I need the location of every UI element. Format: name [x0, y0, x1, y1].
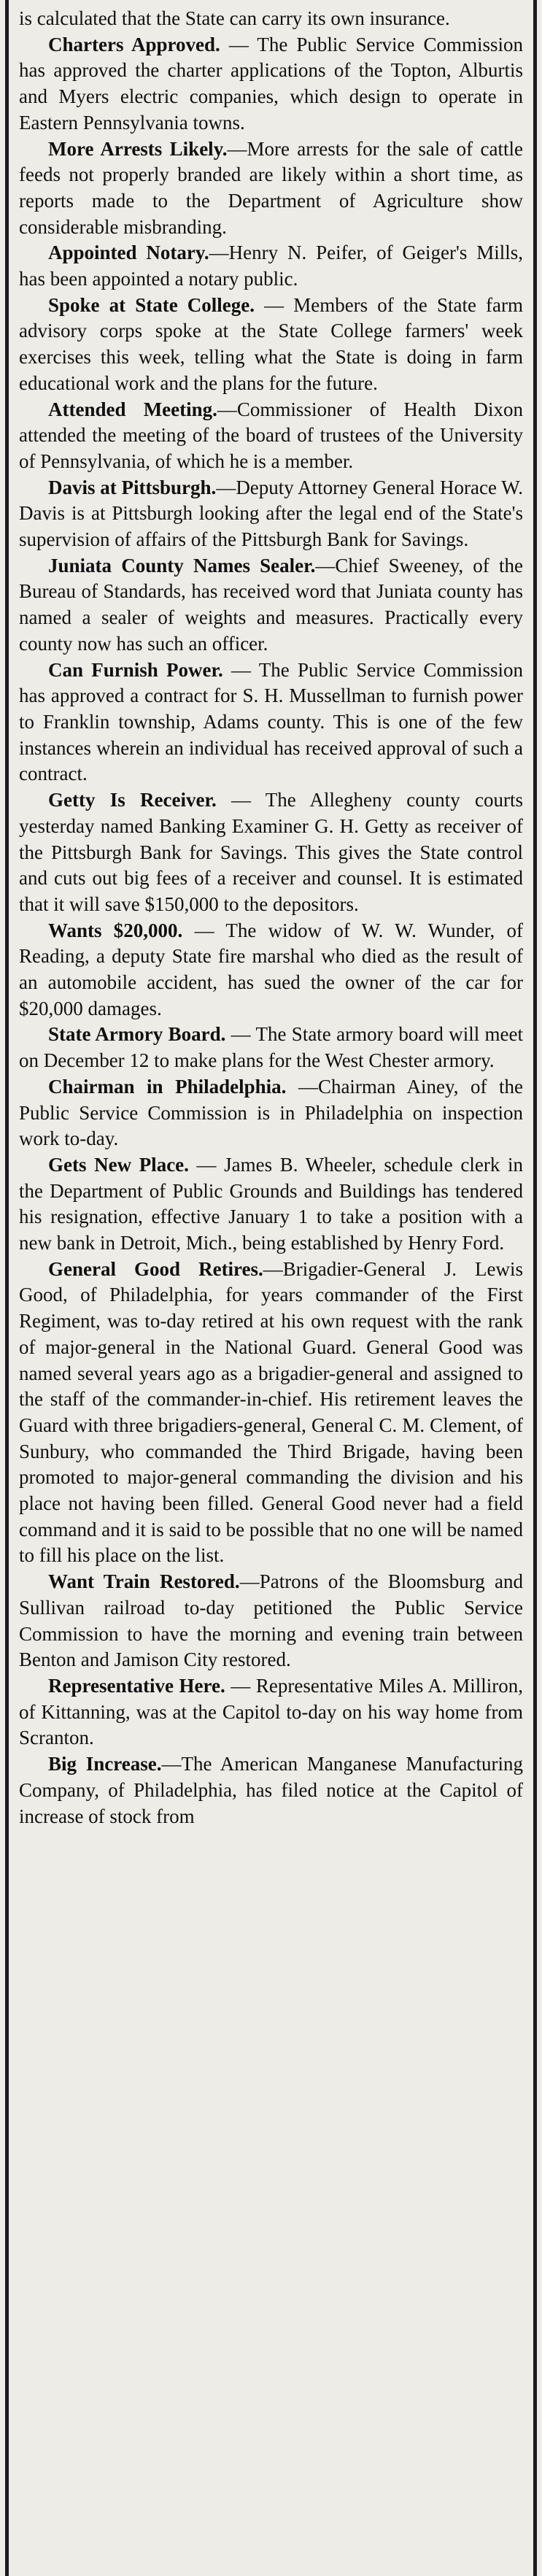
news-item-heading: Can Furnish Power. [48, 658, 223, 681]
news-item-text: — James B. Wheeler, schedule clerk in the Department of Public Grounds and Buildings has tendered his resignation, effective January 1 to take a position with a new bank in Detroit, Mich., being established by Henry Ford. [19, 1153, 523, 1254]
news-item [19, 658, 523, 788]
news-items [19, 32, 523, 1830]
news-item [19, 787, 523, 918]
news-item [19, 1257, 523, 1569]
news-item [19, 1022, 523, 1073]
news-item [19, 293, 523, 397]
news-item-heading: Gets New Place. [48, 1153, 189, 1176]
news-item [19, 136, 523, 241]
news-item-heading: Charters Approved. [48, 33, 220, 55]
intro-paragraph: is calculated that the State can carry its own insurance. [19, 7, 450, 29]
news-item-text: —Chief Sweeney, of the Bureau of Standards, has received word that Juniata county has named a sealer of weights and measures. Practically every county now has such an officer. [19, 554, 523, 655]
news-item-heading: Getty Is Receiver. [48, 789, 217, 811]
news-item-heading: Wants $20,000. [48, 919, 183, 941]
news-item [19, 240, 523, 292]
news-item-text: — The Allegheny county courts yesterday named Banking Examiner G. H. Getty as receiver of the Pittsburgh Bank for Savings. This gives the State control and cuts out big fees of a receiver and counsel. It is estimated that it will save $150,000 to the depositors. [19, 789, 523, 915]
news-item-text: —Chairman Ainey, of the Public Service Commission is in Philadelphia on inspection work to-day. [19, 1075, 523, 1150]
news-item [19, 1074, 523, 1152]
news-item [19, 1673, 523, 1751]
news-item [19, 32, 523, 136]
news-item-text: — The Public Service Commission has approved the charter applications of the Topton, Alburtis and Myers electric companies, which design to operate in Eastern Pennsylvania towns. [19, 33, 523, 134]
news-item [19, 397, 523, 475]
news-item-text: —More arrests for the sale of cattle feeds not properly branded are likely within a short time, as reports made to the Department of Agriculture show considerable misbranding. [19, 137, 523, 238]
news-item-text: —Henry N. Peifer, of Geiger's Mills, has been appointed a notary public. [19, 242, 523, 290]
news-item-text: —The American Manganese Manufacturing Company, of Philadelphia, has filed notice at the Capitol of increase of stock from [19, 1753, 524, 1827]
news-item-heading: Representative Here. [48, 1675, 225, 1697]
news-item-heading: Davis at Pittsburgh. [48, 476, 217, 498]
news-item-heading: Chairman in Philadelphia. [48, 1075, 287, 1098]
news-item [19, 553, 523, 658]
news-item-heading: Spoke at State College. [48, 293, 255, 316]
news-item-text: —Deputy Attorney General Horace W. Davis is at Pittsburgh looking after the legal end of the State's supervision of affairs of the Pittsburgh Bank for Savings. [19, 476, 524, 551]
news-item [19, 1751, 523, 1829]
news-item-text: —Commissioner of Health Dixon attended the meeting of the board of trustees of the University of Pennsylvania, of which he is a member. [19, 398, 523, 472]
news-item-heading: Attended Meeting. [48, 398, 217, 420]
news-item [19, 1569, 523, 1673]
news-item [19, 918, 523, 1022]
news-item-heading: Big Increase. [48, 1753, 162, 1775]
news-item-heading: Want Train Restored. [48, 1570, 240, 1593]
news-item-text: —Brigadier-General J. Lewis Good, of Philadelphia, for years commander of the First Regiment, was to-day retired at his own request with the rank of major-general in the National Guard. General Good was named several years ago as a brigadier-general and assigned to the staff of the commander-in-chief. His retirement leaves the Guard with three brigadiers-general, General C. M. Clement, of Sunbury, who commanded the Third Brigade, having been promoted to major-general commanding the division and his place not having been filled. General Good never had a field command and it is said to be possible that no one will be named to fill his place on the list. [19, 1257, 523, 1567]
news-item-heading: General Good Retires. [48, 1257, 263, 1280]
news-item-text: — The Public Service Commission has approved a contract for S. H. Mussellman to furnish power to Franklin township, Adams county. This is one of the few instances wherein an individual has received approval of such a contract. [19, 658, 524, 785]
news-item-heading: Juniata County Names Sealer. [48, 554, 316, 576]
news-item-heading: Appointed Notary. [48, 242, 209, 264]
news-item-heading: State Armory Board. [48, 1023, 226, 1046]
news-item-text: — Representative Miles A. Milliron, of Kittanning, was at the Capitol to-day on his way home from Scranton. [19, 1675, 523, 1749]
news-item [19, 475, 523, 553]
news-item-text: — The widow of W. W. Wunder, of Reading, a deputy State fire marshal who died as the result of an automobile accident, has sued the owner of the car for $20,000 damages. [19, 919, 523, 1019]
news-item-text: —Patrons of the Bloomsburg and Sullivan railroad to-day petitioned the Public Service Commission to have the morning and evening train between Benton and Jamison City restored. [19, 1570, 524, 1671]
news-item [19, 1152, 523, 1257]
news-item-text: — The State armory board will meet on December 12 to make plans for the West Chester armory. [19, 1023, 523, 1072]
news-item-heading: More Arrests Likely. [48, 137, 228, 160]
news-item-text: — Members of the State farm advisory corps spoke at the State College farmers' week exercises this week, telling what the State is doing in farm educational work and the plans for the future. [19, 293, 523, 394]
